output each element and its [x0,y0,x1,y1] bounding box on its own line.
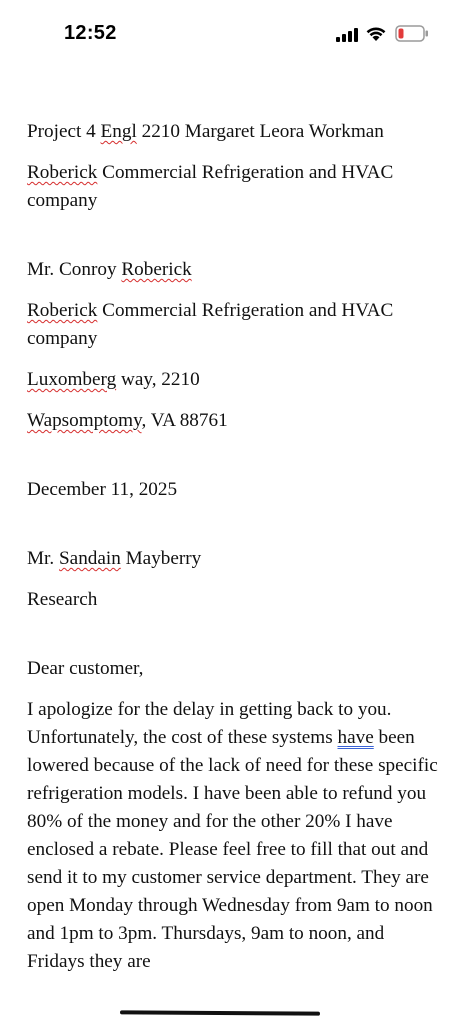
company-line: Roberick Commercial Refrigeration and HVAC company [27,162,394,211]
battery-icon [395,25,429,42]
salutation: Dear customer, [27,658,144,679]
letter-date: December 11, 2025 [27,479,178,500]
sender-name: Mr. Sandain Mayberry [27,548,202,569]
recipient-name: Mr. Conroy Roberick [27,259,192,280]
recipient-company: Roberick Commercial Refrigeration and HVAC company [27,300,394,349]
document-body[interactable] [27,118,445,989]
sender-department: Research [27,589,98,610]
address-line-1: Luxomberg way, 2210 [27,369,200,390]
ink-strikethrough-mark [120,1010,320,1015]
cellular-signal-icon [336,28,358,42]
heading-line: Project 4 Engl 2210 Margaret Leora Workman [27,121,384,142]
status-bar [0,0,472,70]
status-time: 12:52 [64,22,117,44]
address-line-2: Wapsomptomy, VA 88761 [27,410,228,431]
body-paragraph: I apologize for the delay in getting back to you. Unfortunately, the cost of these systems have been lowered because of the lack of need for these specific refrigeration models. I have been able to refund you 80% of the money and for the other 20% I have enclosed a rebate. Please feel free to fill that out and send it to my customer service department. They are open Monday through Wednesday from 9am to noon and 1pm to 3pm. Thursdays, 9am to noon, and Fridays they are [27,699,438,972]
wifi-icon [365,25,387,42]
